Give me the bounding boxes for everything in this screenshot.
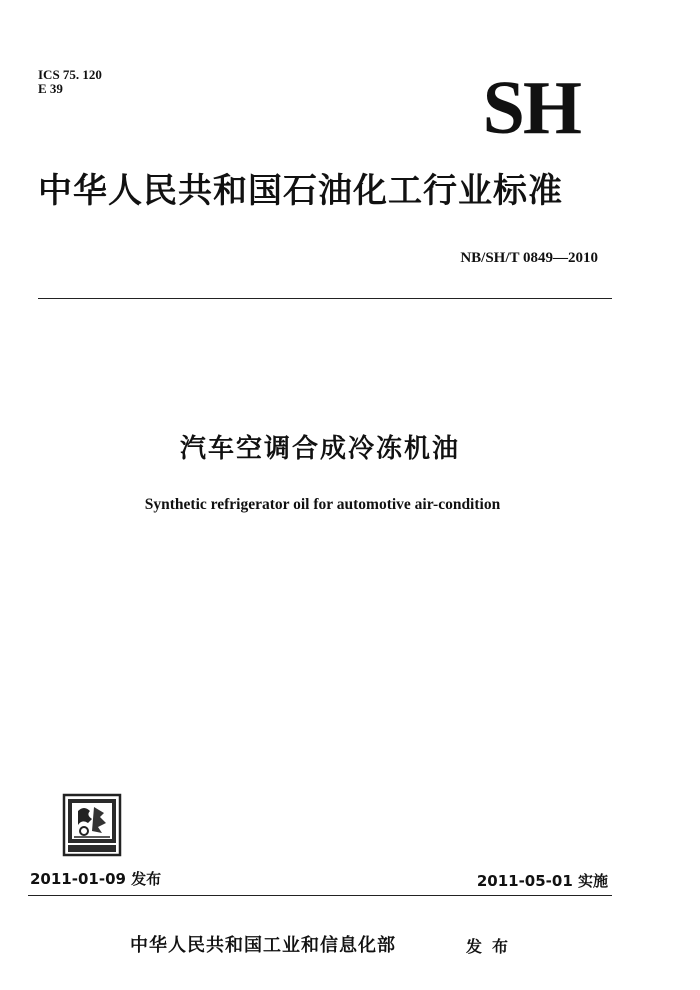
issue-label: 发布: [466, 937, 519, 956]
issuing-authority: 中华人民共和国工业和信息化部: [130, 935, 396, 956]
ics-code: ICS 75. 120: [38, 67, 102, 82]
publisher-seal-icon: [62, 793, 122, 857]
publish-date: 2011-01-09 发布: [30, 870, 162, 888]
effective-date: 2011-05-01 实施: [476, 872, 608, 890]
standard-number: NB/SH/T 0849—2010: [460, 250, 598, 266]
standard-title: 中华人民共和国石油化工行业标准: [38, 171, 563, 211]
document-title-chinese: 汽车空调合成冷冻机油: [179, 434, 460, 464]
classification-codes: [38, 68, 102, 96]
bottom-divider: [28, 895, 612, 896]
standard-mark: SH: [482, 66, 580, 150]
top-divider: [38, 298, 612, 299]
category-code: E 39: [38, 81, 63, 96]
document-title-english: Synthetic refrigerator oil for automotive air-condition: [144, 496, 501, 513]
